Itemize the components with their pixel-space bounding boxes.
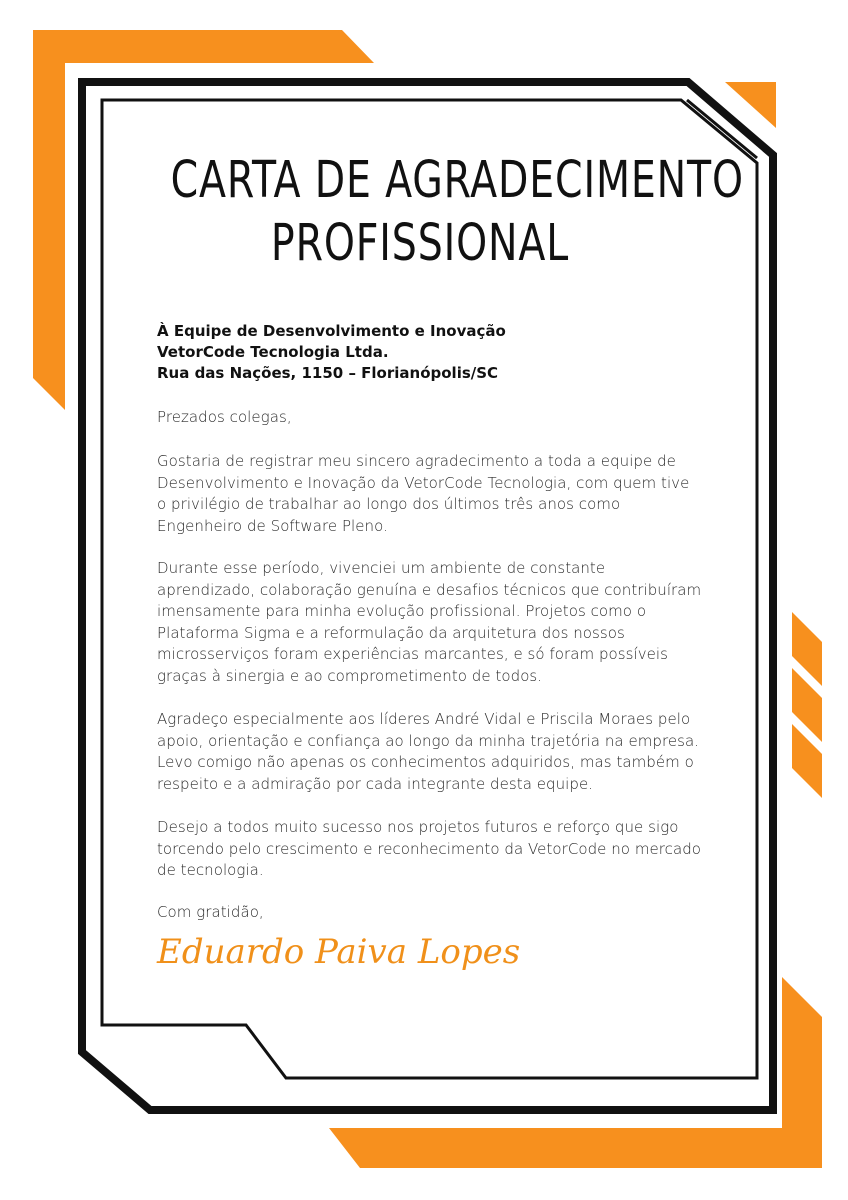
recipient-block <box>157 321 506 384</box>
letter-paragraph-1: Gostaria de registrar meu sincero agradecimento a toda a equipe de Desenvolvimento e Inovação da VetorCode Tecnologia, com quem tive o privilégio de trabalhar ao longo dos últimos três anos como Engenheiro de Software Pleno. <box>157 452 690 535</box>
signature: Eduardo Paiva Lopes <box>157 932 521 972</box>
greeting: Prezados colegas, <box>157 408 292 426</box>
recipient-line-3: Rua das Nações, 1150 – Florianópolis/SC <box>157 364 499 382</box>
letter-paragraph-2: Durante esse período, vivenciei um ambiente de constante aprendizado, colaboração genuína e desafios técnicos que contribuíram imensamente para minha evolução profissional. Projetos como o Plataforma Sigma e a reformulação da arquitetura dos nossos microsserviços foram experiências marcantes, e só foram possíveis graças à sinergia e ao comprometimento de todos. <box>157 559 702 685</box>
orange-corner-bottom-right <box>329 977 822 1168</box>
title-line-2: PROFISSIONAL <box>270 214 570 273</box>
recipient-line-2: VetorCode Tecnologia Ltda. <box>157 343 389 361</box>
closing: Com gratidão, <box>157 903 264 921</box>
recipient-line-1: À Equipe de Desenvolvimento e Inovação <box>157 322 506 340</box>
letter-paragraph-4: Desejo a todos muito sucesso nos projetos futuros e reforço que sigo torcendo pelo crescimento e reconhecimento da VetorCode no mercado de tecnologia. <box>157 818 702 879</box>
letter-paragraph-3: Agradeço especialmente aos líderes André Vidal e Priscila Moraes pelo apoio, orientação e confiança ao longo da minha trajetória na empresa. Levo comigo não apenas os conhecimentos adquiridos, mas também o respeito e a admiração por cada integrante desta equipe. <box>157 710 700 793</box>
title-line-1: CARTA DE AGRADECIMENTO <box>170 151 744 210</box>
